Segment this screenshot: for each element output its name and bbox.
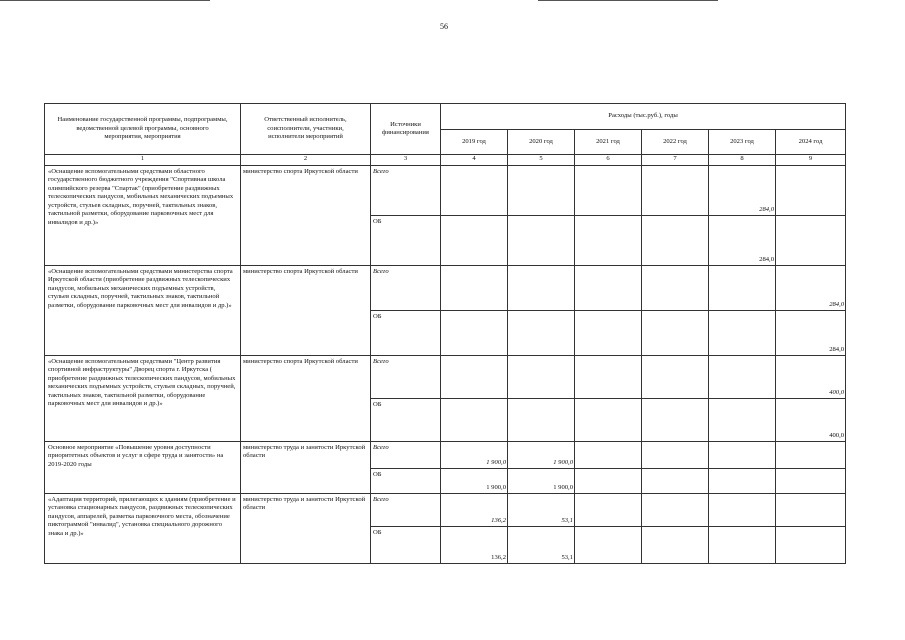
activity-name: Основное мероприятие «Повышение уровня доступности приоритетных объектов и услуг в сфере труда и занятости» на 2019-2020 годы bbox=[45, 442, 241, 494]
page-number: 56 bbox=[440, 22, 448, 31]
value-cell bbox=[776, 166, 846, 216]
value-cell bbox=[642, 399, 709, 442]
value-cell: 284,0 bbox=[709, 216, 776, 266]
value-cell: 284,0 bbox=[776, 266, 846, 311]
activity-executor: министерство спорта Иркутской области bbox=[241, 356, 371, 442]
value-cell: 1 900,0 bbox=[508, 442, 575, 469]
column-number: 3 bbox=[371, 155, 441, 166]
header-year: 2022 год bbox=[642, 130, 709, 155]
value-cell bbox=[642, 442, 709, 469]
value-cell: 1 900,0 bbox=[441, 469, 508, 494]
source-total-label: Всего bbox=[371, 442, 441, 469]
value-cell: 1 900,0 bbox=[508, 469, 575, 494]
value-cell: 136,2 bbox=[441, 494, 508, 527]
value-cell bbox=[508, 266, 575, 311]
value-cell bbox=[575, 166, 642, 216]
column-number: 4 bbox=[441, 155, 508, 166]
activity-executor: министерство спорта Иркутской области bbox=[241, 266, 371, 356]
top-edge-line-left bbox=[0, 0, 210, 1]
value-cell bbox=[642, 494, 709, 527]
table-row-total bbox=[45, 266, 846, 311]
column-number: 9 bbox=[776, 155, 846, 166]
activity-name: «Оснащение вспомогательными средствами министерства спорта Иркутской области (приобретение раздвижных телескопических пандусов, мобильных механических подъемных устройств, стульев складных, поручней, тактильных знаков, тактильной разметки, оборудование парковочных мест для инвалидов и др.)» bbox=[45, 266, 241, 356]
value-cell bbox=[709, 311, 776, 356]
value-cell bbox=[709, 266, 776, 311]
value-cell bbox=[508, 166, 575, 216]
value-cell bbox=[575, 527, 642, 564]
value-cell bbox=[575, 311, 642, 356]
value-cell bbox=[709, 399, 776, 442]
activity-name: «Оснащение вспомогательными средствами "Центр развития спортивной инфраструктуры" Дворец спорта г. Иркутска ( приобретение раздвижных телескопических пандусов, мобильных механических подъемных устройств, стульев складных, поручней, тактильных знаков, тактильной разметки, оборудование парковочных мест для инвалидов и др.)» bbox=[45, 356, 241, 442]
value-cell bbox=[642, 527, 709, 564]
value-cell: 284,0 bbox=[709, 166, 776, 216]
value-cell bbox=[575, 266, 642, 311]
value-cell: 1 900,0 bbox=[441, 442, 508, 469]
value-cell bbox=[642, 469, 709, 494]
value-cell bbox=[441, 311, 508, 356]
value-cell: 53,1 bbox=[508, 494, 575, 527]
value-cell bbox=[642, 266, 709, 311]
value-cell bbox=[441, 399, 508, 442]
value-cell: 136,2 bbox=[441, 527, 508, 564]
value-cell bbox=[441, 266, 508, 311]
header-year: 2024 год bbox=[776, 130, 846, 155]
activity-name: «Оснащение вспомогательными средствами областного государственного бюджетного учреждения "Спортивная школа олимпийского резерва "Спартак" (приобретение раздвижных телескопических пандусов, мобильных механических подъемных устройств, стульев складных, поручней, тактильных знаков, тактильной разметки, оборудование парковочных мест для инвалидов и др.)» bbox=[45, 166, 241, 266]
column-number: 2 bbox=[241, 155, 371, 166]
header-executor: Ответственный исполнитель, соисполнители, участники, исполнители мероприятий bbox=[241, 104, 371, 155]
column-number-row bbox=[45, 155, 846, 166]
source-total-label: Всего bbox=[371, 266, 441, 311]
header-row bbox=[45, 104, 846, 130]
value-cell: 53,1 bbox=[508, 527, 575, 564]
value-cell bbox=[575, 469, 642, 494]
value-cell: 400,0 bbox=[776, 356, 846, 399]
value-cell bbox=[642, 356, 709, 399]
source-total-label: Всего bbox=[371, 166, 441, 216]
value-cell bbox=[709, 356, 776, 399]
value-cell bbox=[441, 166, 508, 216]
value-cell bbox=[508, 356, 575, 399]
value-cell bbox=[776, 469, 846, 494]
header-year: 2019 год bbox=[441, 130, 508, 155]
table-row-total bbox=[45, 442, 846, 469]
source-ob-label: ОБ bbox=[371, 469, 441, 494]
value-cell bbox=[709, 494, 776, 527]
activity-executor: министерство труда и занятости Иркутской области bbox=[241, 494, 371, 564]
header-source: Источники финансирования bbox=[371, 104, 441, 155]
expenses-table bbox=[44, 103, 846, 564]
column-number: 8 bbox=[709, 155, 776, 166]
column-number: 7 bbox=[642, 155, 709, 166]
value-cell bbox=[508, 311, 575, 356]
value-cell bbox=[642, 216, 709, 266]
table-row-total bbox=[45, 494, 846, 527]
activity-executor: министерство спорта Иркутской области bbox=[241, 166, 371, 266]
source-ob-label: ОБ bbox=[371, 527, 441, 564]
column-number: 5 bbox=[508, 155, 575, 166]
value-cell bbox=[776, 494, 846, 527]
value-cell bbox=[575, 399, 642, 442]
header-year: 2021 год bbox=[575, 130, 642, 155]
value-cell: 284,0 bbox=[776, 311, 846, 356]
value-cell bbox=[776, 216, 846, 266]
source-ob-label: ОБ bbox=[371, 311, 441, 356]
value-cell bbox=[508, 216, 575, 266]
value-cell bbox=[575, 216, 642, 266]
table-row-total bbox=[45, 356, 846, 399]
value-cell bbox=[709, 527, 776, 564]
activity-executor: министерство труда и занятости Иркутской области bbox=[241, 442, 371, 494]
top-edge-line-right bbox=[538, 0, 718, 1]
value-cell bbox=[642, 166, 709, 216]
value-cell bbox=[642, 311, 709, 356]
column-number: 1 bbox=[45, 155, 241, 166]
value-cell bbox=[709, 469, 776, 494]
header-year: 2020 год bbox=[508, 130, 575, 155]
value-cell: 400,0 bbox=[776, 399, 846, 442]
value-cell bbox=[441, 216, 508, 266]
source-ob-label: ОБ bbox=[371, 216, 441, 266]
value-cell bbox=[776, 442, 846, 469]
activity-name: «Адаптация территорий, прилегающих к зданиям (приобретение и установка стационарных пандусов, раздвижных телескопических пандусов, аппарелей, разметка парковочного места, обозначение пиктограммой "инвалид", установка специального дорожного знака и др.)» bbox=[45, 494, 241, 564]
header-expenses: Расходы (тыс.руб.), годы bbox=[441, 104, 846, 130]
source-total-label: Всего bbox=[371, 356, 441, 399]
value-cell bbox=[441, 356, 508, 399]
source-total-label: Всего bbox=[371, 494, 441, 527]
column-number: 6 bbox=[575, 155, 642, 166]
header-year: 2023 год bbox=[709, 130, 776, 155]
value-cell bbox=[709, 442, 776, 469]
table-row-total bbox=[45, 166, 846, 216]
value-cell bbox=[776, 527, 846, 564]
value-cell bbox=[575, 442, 642, 469]
value-cell bbox=[575, 356, 642, 399]
header-name: Наименование государственной программы, подпрограммы, ведомственной целевой программы, основного мероприятия, мероприятия bbox=[45, 104, 241, 155]
value-cell bbox=[508, 399, 575, 442]
value-cell bbox=[575, 494, 642, 527]
source-ob-label: ОБ bbox=[371, 399, 441, 442]
